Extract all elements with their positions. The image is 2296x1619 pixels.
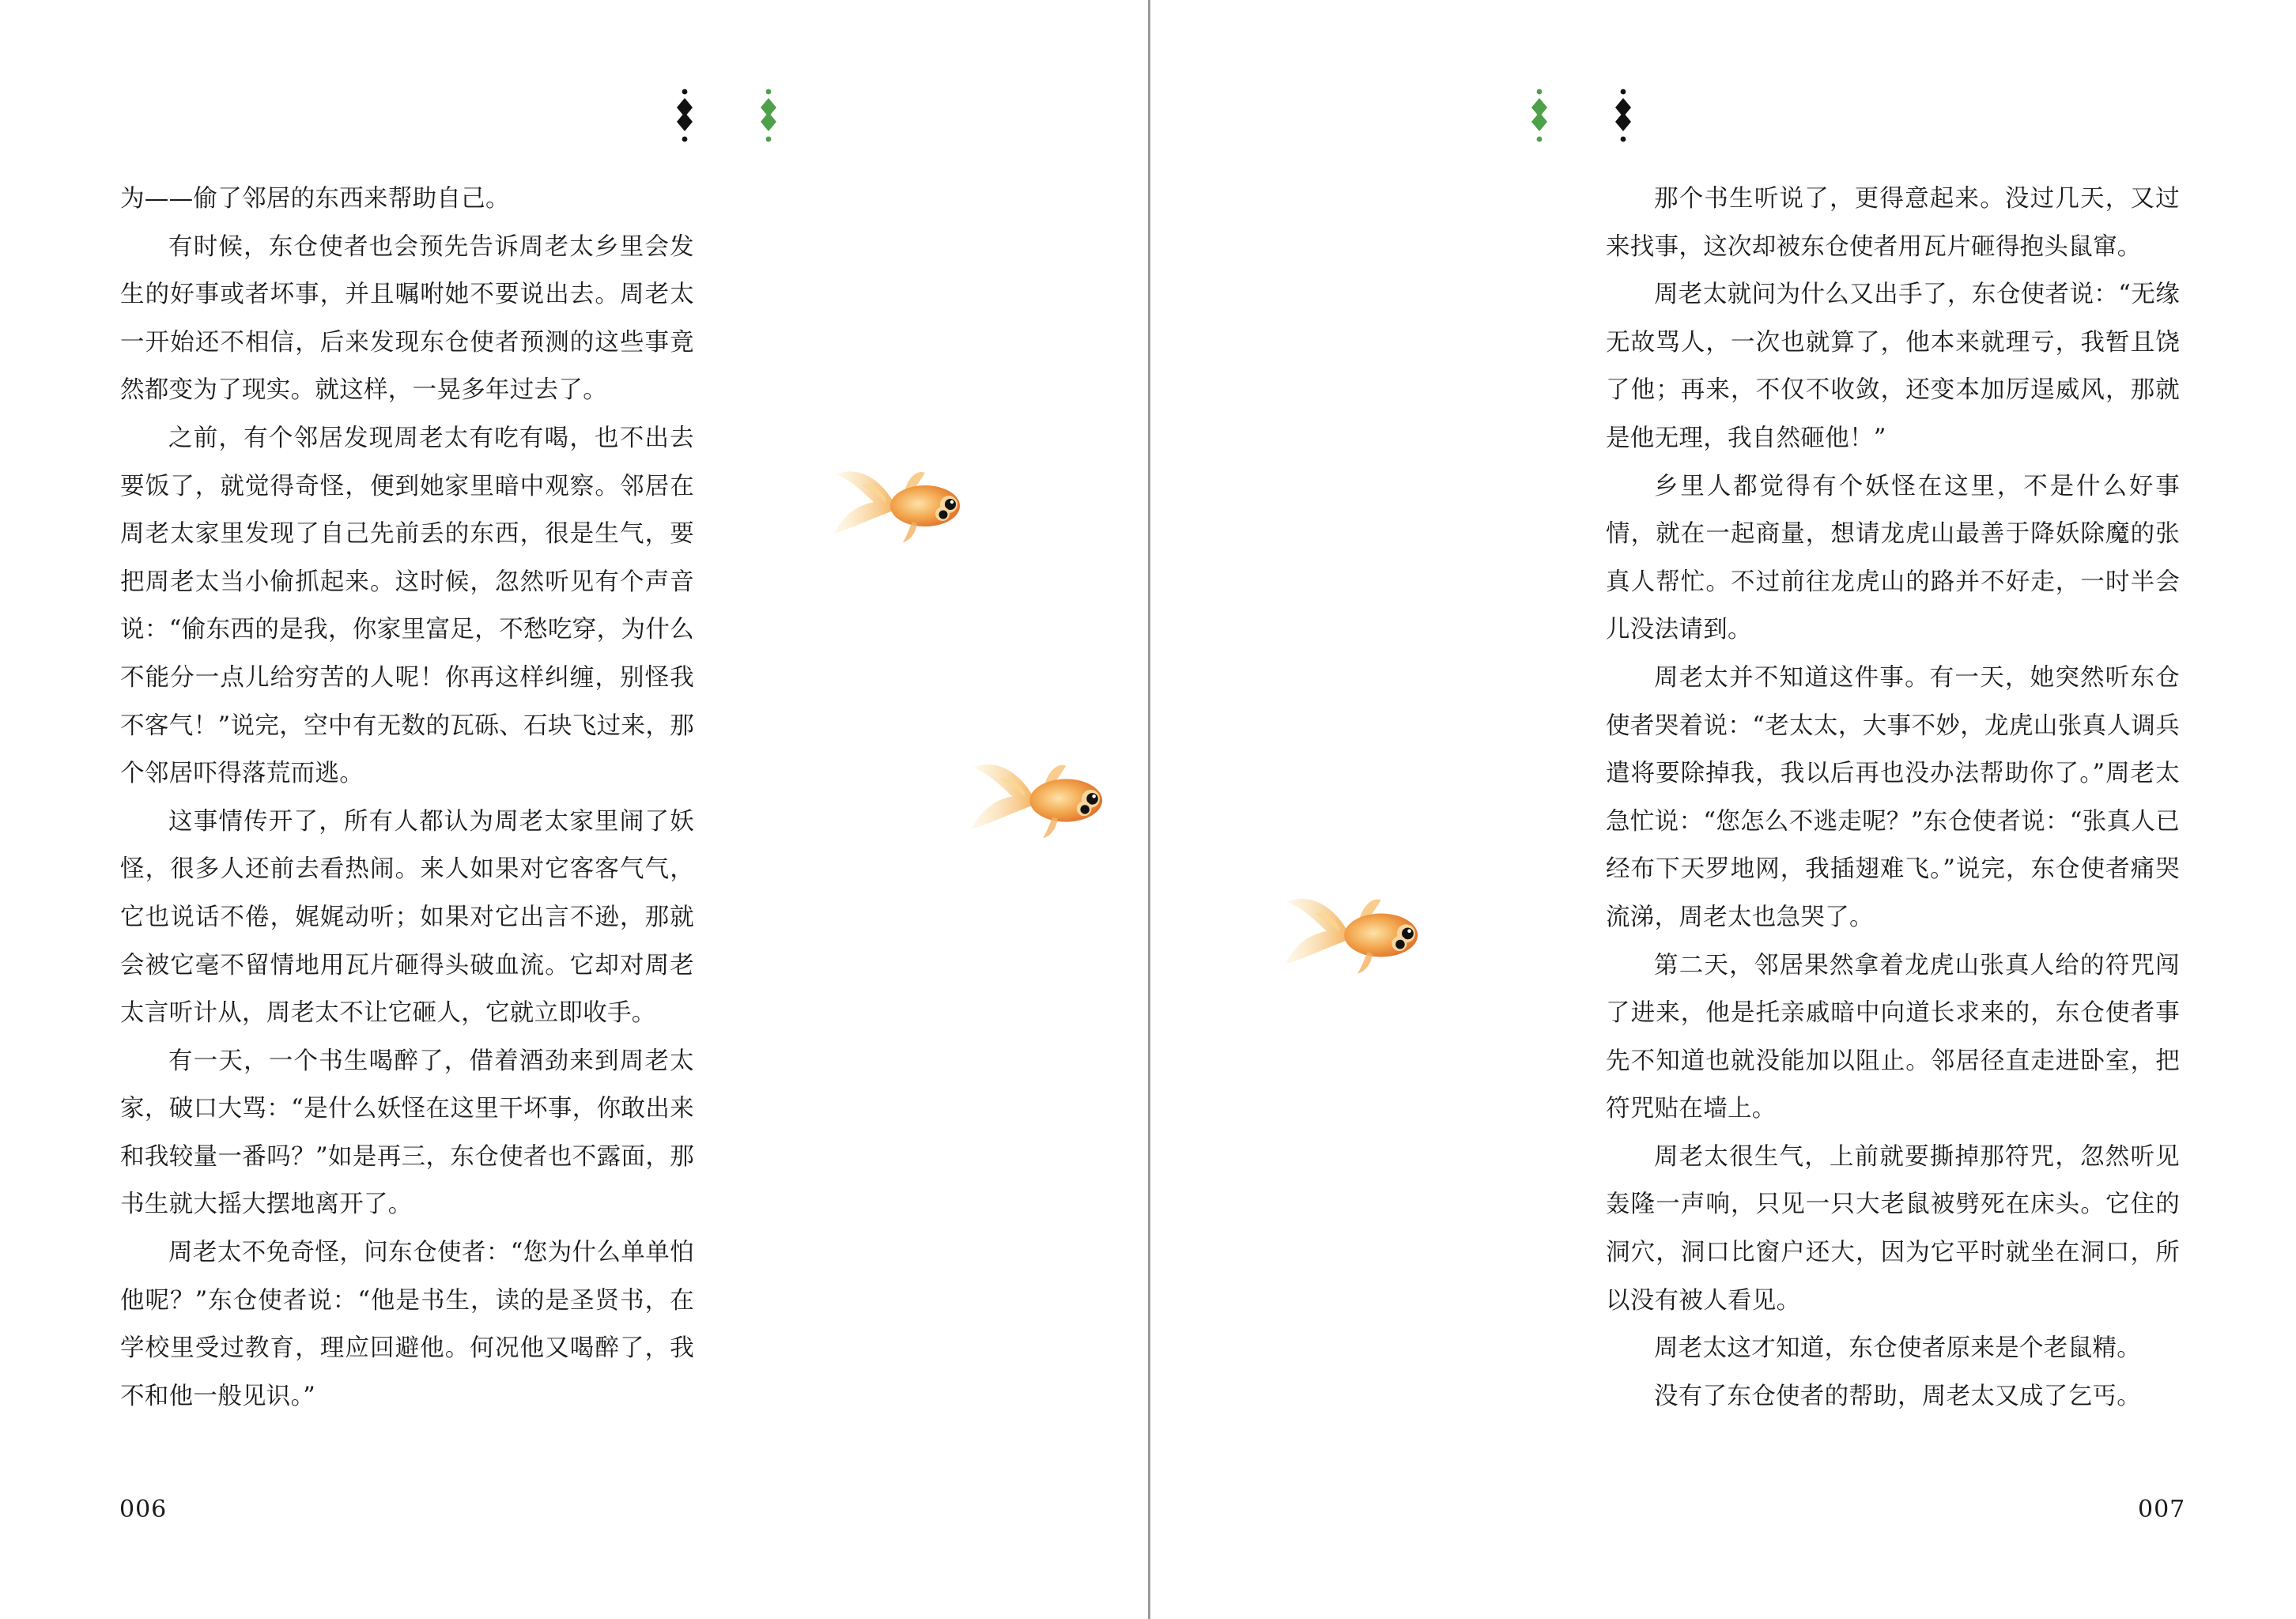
paragraph: 周老太不免奇怪，问东仓使者：“您为什么单单怕他呢？”东仓使者说：“他是书生，读的是圣贤书，在学校里受过教育，理应回避他。何况他又喝醉了，我不和他一般见识。” bbox=[120, 1239, 694, 1410]
paragraph: 周老太这才知道，东仓使者原来是个老鼠精。 bbox=[1654, 1334, 2141, 1363]
goldfish-illustration bbox=[830, 459, 972, 553]
paragraph: 那个书生听说了，更得意起来。没过几天，又过来找事，这次却被东仓使者用瓦片砸得抱头鼠窜。 bbox=[1606, 185, 2180, 261]
page-number: 007 bbox=[2138, 1496, 2186, 1523]
right-page bbox=[1151, 0, 2296, 1619]
paragraph: 这事情传开了，所有人都认为周老太家里闹了妖怪，很多人还前去看热闹。来人如果对它客客气气，它也说话不倦，娓娓动听；如果对它出言不逊，那就会被它毫不留情地用瓦片砸得头破血流。它却对周老太言听计从，周老太不让它砸人，它就立即收手。 bbox=[120, 807, 694, 1028]
left-body-text bbox=[120, 175, 694, 1421]
paragraph: 周老太并不知道这件事。有一天，她突然听东仓使者哭着说：“老太太，大事不妙，龙虎山张真人调兵遣将要除掉我，我以后再也没办法帮助你了。”周老太急忙说：“您怎么不逃走呢？”东仓使者说：“张真人已经布下天罗地网，我插翅难飞。”说完，东仓使者痛哭流涕，周老太也急哭了。 bbox=[1606, 663, 2180, 931]
goldfish-illustration bbox=[1281, 884, 1431, 987]
page-number: 006 bbox=[119, 1496, 168, 1523]
paragraph: 周老太很生气，上前就要撕掉那符咒，忽然听见轰隆一声响，只见一只大老鼠被劈死在床头。它住的洞穴，洞口比窗户还大，因为它平时就坐在洞口，所以没有被人看见。 bbox=[1606, 1142, 2180, 1315]
diamond-ornament-icon bbox=[759, 89, 778, 142]
book-gutter bbox=[1148, 0, 1150, 1619]
paragraph: 为——偷了邻居的东西来帮助自己。 bbox=[120, 185, 510, 213]
right-body-text bbox=[1606, 175, 2180, 1421]
paragraph: 乡里人都觉得有个妖怪在这里，不是什么好事情，就在一起商量，想请龙虎山最善于降妖除魔的张真人帮忙。不过前往龙虎山的路并不好走，一时半会儿没法请到。 bbox=[1606, 472, 2180, 644]
header-ornaments bbox=[675, 89, 778, 152]
paragraph: 有时候，东仓使者也会预先告诉周老太乡里会发生的好事或者坏事，并且嘱咐她不要说出去。周老太一开始还不相信，后来发现东仓使者预测的这些事竟然都变为了现实。就这样，一晃多年过去了。 bbox=[120, 232, 694, 405]
paragraph: 有一天，一个书生喝醉了，借着酒劲来到周老太家，破口大骂：“是什么妖怪在这里干坏事，你敢出来和我较量一番吗？”如是再三，东仓使者也不露面，那书生就大摇大摆地离开了。 bbox=[120, 1047, 694, 1219]
header-ornaments bbox=[1530, 89, 1633, 152]
diamond-ornament-icon bbox=[675, 89, 694, 142]
paragraph: 第二天，邻居果然拿着龙虎山张真人给的符咒闯了进来，他是托亲戚暗中向道长求来的，东仓使者事先不知道也就没能加以阻止。邻居径直走进卧室，把符咒贴在墙上。 bbox=[1606, 951, 2180, 1123]
paragraph: 没有了东仓使者的帮助，周老太又成了乞丐。 bbox=[1654, 1382, 2141, 1410]
paragraph: 之前，有个邻居发现周老太有吃有喝，也不出去要饭了，就觉得奇怪，便到她家里暗中观察。邻居在周老太家里发现了自己先前丢的东西，很是生气，要把周老太当小偷抓起来。这时候，忽然听见有个声音说：“偷东西的是我，你家里富足，不愁吃穿，为什么不能分一点儿给穷苦的人呢！你再这样纠缠，别怪我不客气！”说完，空中有无数的瓦砾、石块飞过来，那个邻居吓得落荒而逃。 bbox=[120, 424, 694, 788]
paragraph: 周老太就问为什么又出手了，东仓使者说：“无缘无故骂人，一次也就算了，他本来就理亏，我暂且饶了他；再来，不仅不收敛，还变本加厉逞威风，那就是他无理，我自然砸他！” bbox=[1606, 281, 2180, 452]
goldfish-illustration bbox=[966, 751, 1116, 850]
diamond-ornament-icon bbox=[1614, 89, 1633, 142]
diamond-ornament-icon bbox=[1530, 89, 1549, 142]
